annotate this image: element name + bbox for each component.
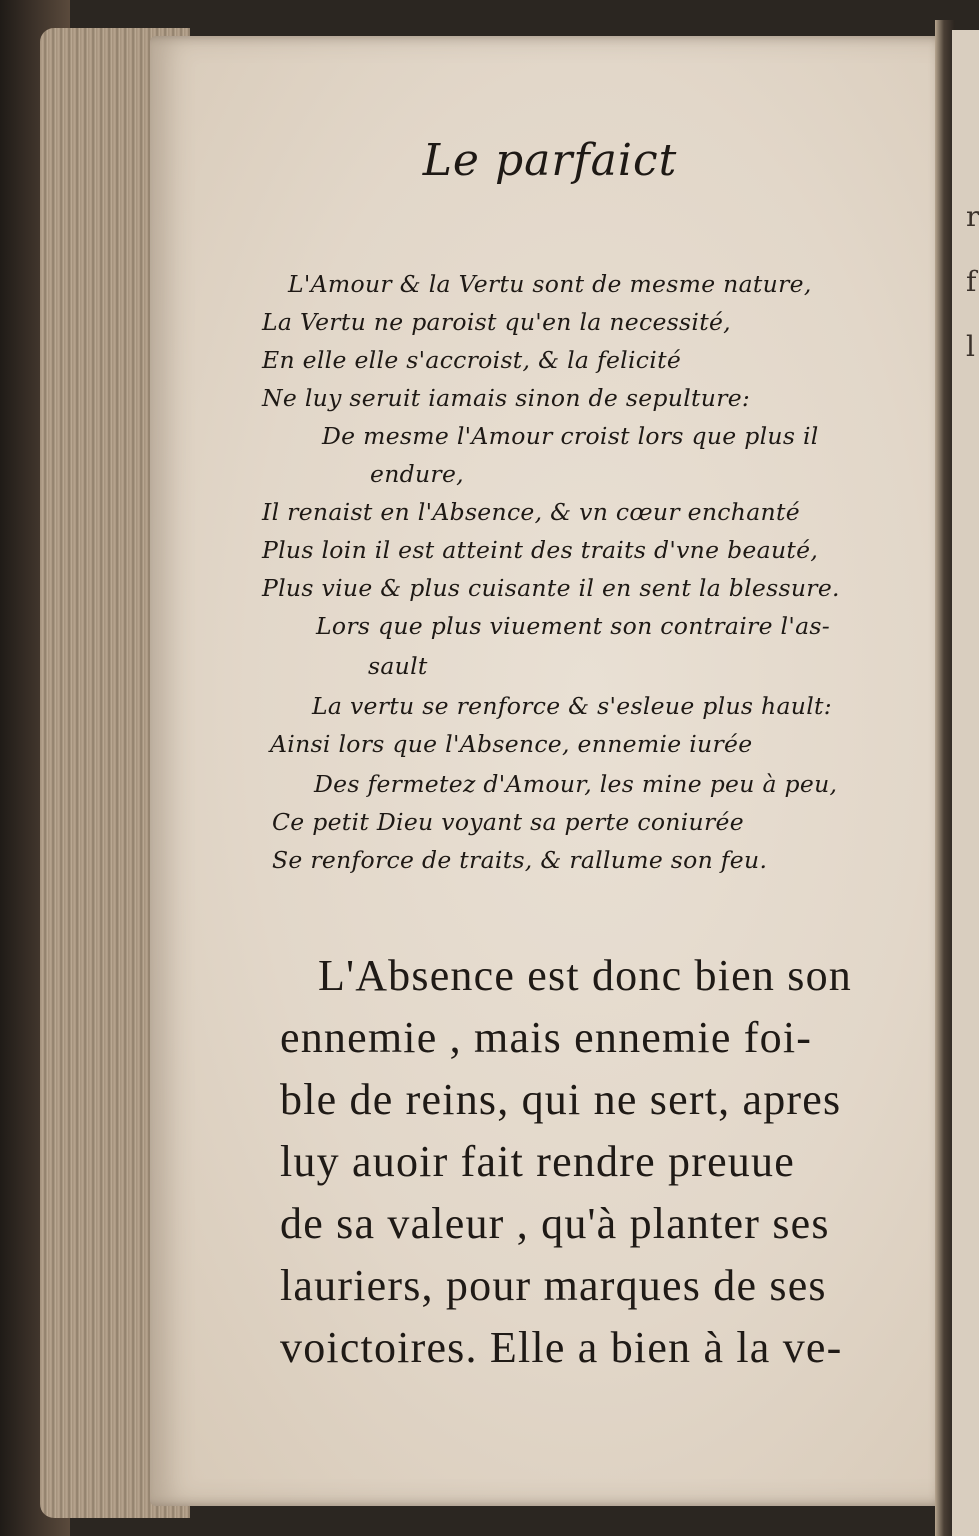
poem-line: Des fermetez d'Amour, les mine peu à peu, [314,770,838,798]
poem-line: Ne luy seruit iamais sinon de sepulture: [262,384,751,412]
poem-line: L'Amour & la Vertu sont de mesme nature, [288,270,812,298]
prose-line: L'Absence est donc bien son [318,951,852,1000]
prose-line: ble de reins, qui ne sert, apres [280,1075,842,1124]
poem-line: De mesme l'Amour croist lors que plus il [322,422,819,450]
facing-page-glyph: f [966,265,977,298]
poem-line: Il renaist en l'Absence, & vn cœur enchanté [262,498,800,526]
prose-line: ennemie , mais ennemie foi- [280,1013,813,1062]
poem-line: Se renforce de traits, & rallume son feu. [272,846,768,874]
poem-line: La Vertu ne paroist qu'en la necessité, [262,308,731,336]
poem-line: endure, [370,460,464,488]
poem-line: Ainsi lors que l'Absence, ennemie iurée [270,730,753,758]
poem-line: En elle elle s'accroist, & la felicité [262,346,682,374]
prose-line: luy auoir fait rendre preuue [280,1137,795,1186]
poem-line: Plus viue & plus cuisante il en sent la blessure. [262,574,840,602]
prose-line: lauriers, pour marques de ses [280,1261,827,1310]
poem-line: Lors que plus viuement son contraire l'as- [316,612,831,640]
poem-line: Plus loin il est atteint des traits d'vne beauté, [262,536,819,564]
poem-line: La vertu se renforce & s'esleue plus hault: [312,692,832,720]
facing-page-glyph: l [966,330,975,363]
facing-page-glyph: r [966,200,979,233]
prose-line: de sa valeur , qu'à planter ses [280,1199,830,1248]
poem-line: Ce petit Dieu voyant sa perte coniurée [272,808,744,836]
running-head: Le parfaict [422,135,678,186]
poem-line: sault [368,652,428,680]
prose-line: voictoires. Elle a bien à la ve- [280,1323,843,1372]
